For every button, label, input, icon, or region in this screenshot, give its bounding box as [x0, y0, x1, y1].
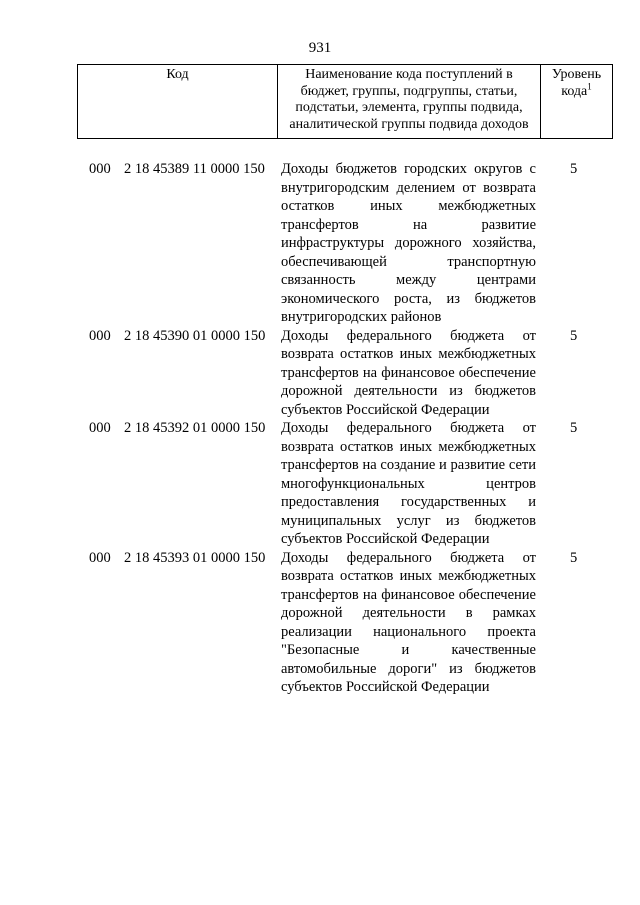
admin-code: 000: [89, 420, 111, 436]
table-body: [0, 160, 640, 697]
revenue-name: Доходы федерального бюджета от возврата остатков иных межбюджетных трансфертов на финансовое обеспечение дорожной деятельности в рамках реализации национального проекта "Безопасные и качественные автомобильные дороги" из бюджетов субъектов Российской Федерации: [281, 549, 536, 695]
header-level: [541, 65, 612, 138]
code-level: 5: [570, 327, 578, 344]
revenue-name: Доходы федерального бюджета от возврата остатков иных межбюджетных трансфертов на создание и развитие сети многофункциональных центров предоставления государственных и муниципальных услуг из бюджетов субъектов Российской Федерации: [281, 420, 536, 547]
header-code: Код: [78, 65, 278, 138]
header-level-label: Уровень кода: [551, 67, 602, 99]
table-row: [0, 327, 640, 420]
revenue-code: 2 18 45390 01 0000 150: [124, 327, 266, 344]
table-row: [0, 160, 640, 327]
revenue-code: 2 18 45392 01 0000 150: [124, 420, 266, 436]
table-header: [77, 64, 613, 139]
revenue-code: 2 18 45393 01 0000 150: [124, 549, 266, 566]
footnote-marker: 1: [587, 80, 592, 91]
code-level: 5: [570, 420, 578, 436]
revenue-name: Доходы федерального бюджета от возврата остатков иных межбюджетных трансфертов на финансовое обеспечение дорожной деятельности из бюджетов субъектов Российской Федерации: [281, 327, 536, 418]
header-name: Наименование кода поступлений в бюджет, группы, подгруппы, статьи, подстатьи, элемента, группы подвида, аналитической группы подвида доходов: [278, 65, 541, 138]
page-number: 931: [308, 40, 332, 56]
admin-code: 000: [89, 161, 111, 177]
code-level: 5: [570, 161, 578, 177]
code-level: 5: [570, 549, 578, 566]
table-row: [0, 419, 640, 549]
table-row: [0, 549, 640, 697]
revenue-name: Доходы бюджетов городских округов с внутригородским делением от возврата остатков иных межбюджетных трансфертов на развитие инфраструктуры дорожного хозяйства, обеспечивающей транспортную связанность между центрами экономического роста, из бюджетов внутригородских районов: [281, 161, 536, 325]
admin-code: 000: [89, 327, 111, 344]
admin-code: 000: [89, 549, 111, 566]
revenue-code: 2 18 45389 11 0000 150: [124, 161, 265, 177]
